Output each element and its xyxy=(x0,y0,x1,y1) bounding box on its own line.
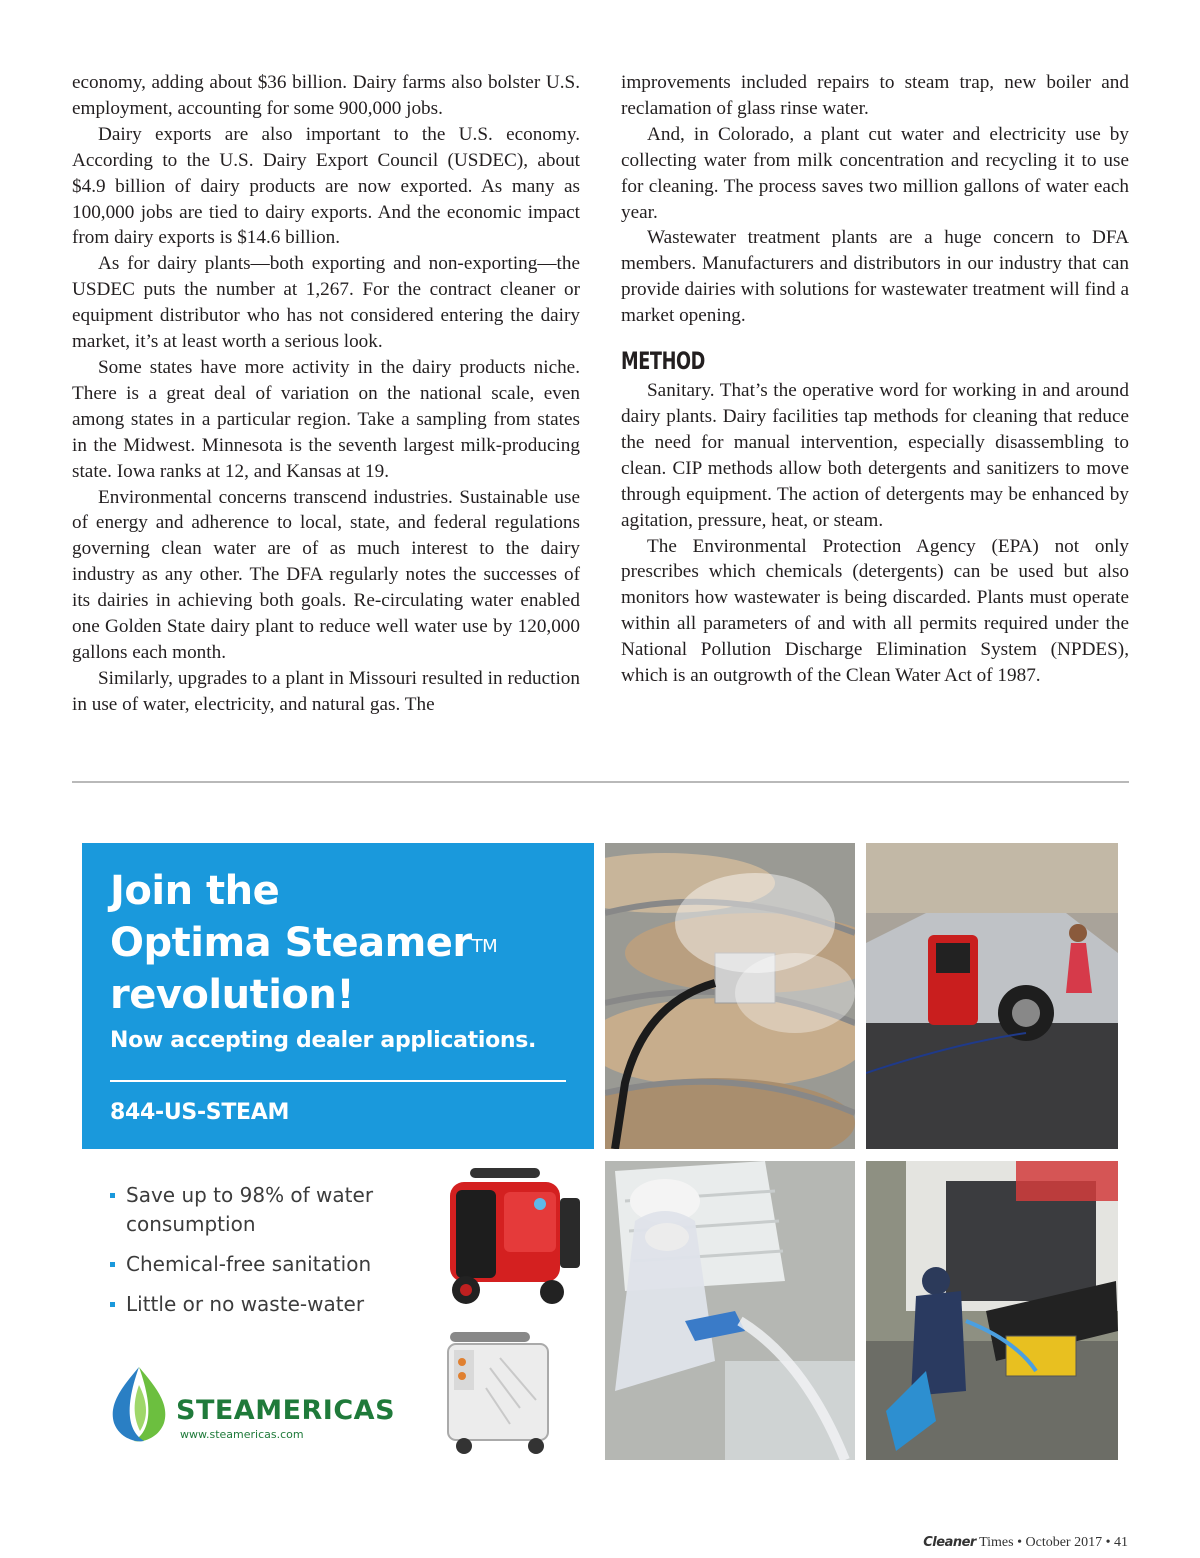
paragraph: The Environmental Protection Agency (EPA) not only prescribes which chemicals (detergents) can be used but also monitors how wastewater is being discarded. Plants must operate within all parameters of and with all permits required under the National Pollution Discharge Elimination System (NPDES), which is an outgrowth of the Clean Water Act of 1987. xyxy=(621,535,1129,687)
footer-bullet: • xyxy=(1017,1535,1022,1550)
paragraph: improvements included repairs to steam trap, new boiler and reclamation of glass rinse water. xyxy=(621,72,1129,119)
footer-bullet: • xyxy=(1105,1535,1111,1550)
logo-url: www.steamericas.com xyxy=(180,1428,304,1441)
paragraph: Environmental concerns transcend industries. Sustainable use of energy and adherence to local, state, and federal regulations governing clean water are of as much interest to the dairy industry as any other. The DFA regularly notes the successes of its dairies in achieving both goals. Re-circulating water enabled one Golden State dairy plant to reduce well water use by 120,000 gallons each month. xyxy=(72,486,580,663)
steamericas-advertisement xyxy=(82,843,1118,1460)
article-right-column xyxy=(621,70,1129,689)
barrel-steam-cleaning-photo xyxy=(605,843,855,1149)
leaf-drop-logo-icon xyxy=(104,1365,174,1445)
white-steamer-product-image xyxy=(440,1328,560,1458)
ad-headline-line: revolution! xyxy=(110,972,355,1018)
paragraph: Some states have more activity in the dairy products niche. There is a great deal of variation on the national scale, even among states in a particular region. Take a sampling from states in the Midwest. Minnesota is the seventh largest milk-producing state. Iowa ranks at 12, and Kansas at 19. xyxy=(72,356,580,482)
paragraph: Sanitary. That’s the operative word for working in and around dairy plants. Dairy facilities tap methods for cleaning that reduce the need for manual intervention, especially disassembling to clean. CIP methods allow both detergents and sanitizers to move through equipment. The action of detergents may be enhanced by agitation, pressure, heat, or steam. xyxy=(621,380,1129,531)
paragraph: As for dairy plants—both exporting and non-exporting—the USDEC puts the number at 1,267. For the contract cleaner or equipment distributor who has not considered entering the dairy market, it’s at least worth a serious look. xyxy=(72,253,580,353)
paragraph: Wastewater treatment plants are a huge concern to DFA members. Manufacturers and distributors in our industry that can provide dairies with solutions for wastewater treatment will find a market opening. xyxy=(621,227,1129,327)
ad-divider xyxy=(110,1080,566,1082)
ad-benefits-list xyxy=(110,1181,430,1330)
page-number: 41 xyxy=(1114,1535,1128,1550)
red-steamer-product-image xyxy=(440,1168,590,1308)
footer-publication: Times xyxy=(979,1535,1014,1550)
benefit-item: Save up to 98% of water consumption xyxy=(110,1181,430,1239)
car-wheel-cleaning-photo xyxy=(866,843,1118,1149)
ad-headline-line: Optima Steamer™ xyxy=(110,920,498,966)
page-footer xyxy=(923,1535,1128,1551)
trademark-mark: TM xyxy=(471,936,498,957)
footer-issue: October 2017 xyxy=(1025,1535,1103,1550)
section-heading: METHOD xyxy=(621,347,705,376)
paragraph: Dairy exports are also important to the U.S. economy. According to the U.S. Dairy Export Council (USDEC), about $4.9 billion of dairy products are now exported. As many as 100,000 jobs are tied to dairy exports. And the economic impact from dairy exports is $14.6 billion. xyxy=(72,123,580,249)
benefit-item: Little or no waste-water xyxy=(110,1290,430,1319)
divider-rule xyxy=(72,781,1129,783)
worker-steam-spraying-photo xyxy=(605,1161,855,1460)
footer-brand: Cleaner xyxy=(923,1535,976,1550)
logo-wordmark: STEAMERICAS xyxy=(176,1395,396,1426)
article-left-column xyxy=(72,70,580,718)
paragraph: And, in Colorado, a plant cut water and electricity use by collecting water from milk concentration and recycling it to use for cleaning. The process saves two million gallons of water each year. xyxy=(621,123,1129,223)
paragraph: economy, adding about $36 billion. Dairy farms also bolster U.S. employment, accounting for some 900,000 jobs. xyxy=(72,72,580,119)
ad-blue-panel xyxy=(82,843,594,1149)
ad-headline-line: Join the xyxy=(110,868,280,914)
ad-subhead: Now accepting dealer applications. xyxy=(110,1028,537,1053)
steamericas-logo xyxy=(104,1365,424,1445)
benefit-item: Chemical-free sanitation xyxy=(110,1250,430,1279)
ad-headline xyxy=(110,865,580,1021)
ambulance-stretcher-cleaning-photo xyxy=(866,1161,1118,1460)
ad-phone-number: 844-US-STEAM xyxy=(110,1100,290,1125)
paragraph: Similarly, upgrades to a plant in Missouri resulted in reduction in use of water, electricity, and natural gas. The xyxy=(72,667,580,715)
